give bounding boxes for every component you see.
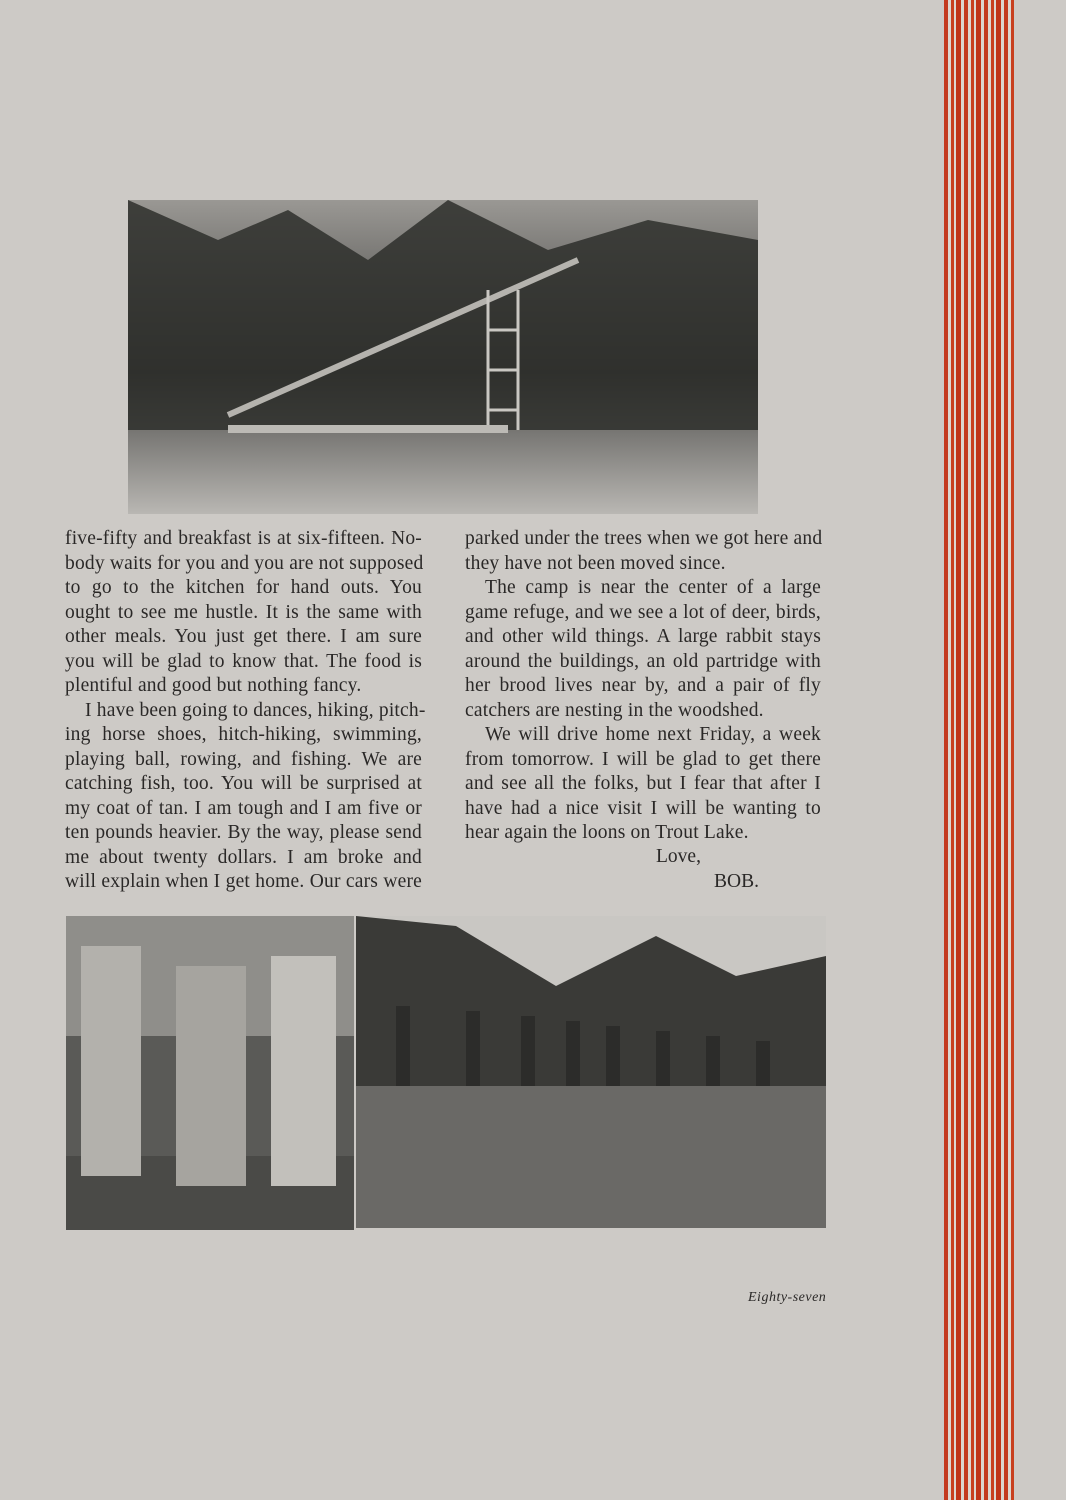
decorative-red-stripe-border bbox=[944, 0, 1014, 1500]
photo-lake-diving-tower bbox=[128, 200, 758, 514]
text-line: and see all the folks, but I fear that after I bbox=[465, 773, 821, 794]
text-line: hear again the loons on Trout Lake. bbox=[465, 822, 749, 843]
text-line: they have not been moved since. bbox=[465, 552, 726, 574]
letter-right-column bbox=[465, 527, 821, 846]
text-line: and other wild things. A large rabbit stays bbox=[465, 626, 821, 647]
text-line: parked under the trees when we got here and bbox=[465, 528, 823, 549]
text-line: have had a nice visit I will be wanting to bbox=[465, 797, 821, 819]
text-line: to go to the kitchen for hand outs. You bbox=[65, 577, 422, 598]
page-number: Eighty-seven bbox=[748, 1290, 827, 1305]
letter-left-column bbox=[65, 527, 426, 895]
text-line: will explain when I get home. Our cars were bbox=[65, 871, 422, 892]
text-line: game refuge, and we see a lot of deer, birds, bbox=[465, 601, 821, 623]
text-line: other meals. You just get there. I am sure bbox=[65, 626, 422, 647]
photo-hikers-line bbox=[356, 916, 826, 1228]
text-line: her brood lives near by, and a pair of fly bbox=[465, 675, 821, 696]
text-line: The camp is near the center of a large bbox=[485, 577, 821, 598]
text-line: ten pounds heavier. By the way, please send bbox=[65, 822, 422, 843]
text-line: ing horse shoes, hitch-hiking, swimming, bbox=[65, 724, 422, 745]
photo-three-men bbox=[66, 916, 354, 1230]
text-line: around the buildings, an old partridge with bbox=[465, 650, 821, 672]
text-line: five-fifty and breakfast is at six-fifteen. No- bbox=[65, 528, 422, 549]
text-line: We will drive home next Friday, a week bbox=[485, 724, 821, 745]
text-line: plentiful and good but nothing fancy. bbox=[65, 675, 362, 696]
text-line: body waits for you and you are not supposed bbox=[65, 552, 424, 574]
text-line: ought to see me hustle. It is the same with bbox=[65, 601, 422, 623]
text-line: catchers are nesting in the woodshed. bbox=[465, 699, 764, 721]
letter-signature: BOB. bbox=[714, 871, 759, 892]
text-line: I have been going to dances, hiking, pitch- bbox=[85, 699, 426, 721]
letter-closing: Love, bbox=[656, 846, 701, 867]
text-line: my coat of tan. I am tough and I am five or bbox=[65, 797, 422, 819]
text-line: playing ball, rowing, and fishing. We are bbox=[65, 748, 422, 770]
text-line: me about twenty dollars. I am broke and bbox=[65, 846, 422, 868]
text-line: you will be glad to know that. The food is bbox=[65, 650, 422, 672]
text-line: from tomorrow. I will be glad to get there bbox=[465, 748, 821, 770]
text-line: catching fish, too. You will be surprised at bbox=[65, 773, 422, 794]
